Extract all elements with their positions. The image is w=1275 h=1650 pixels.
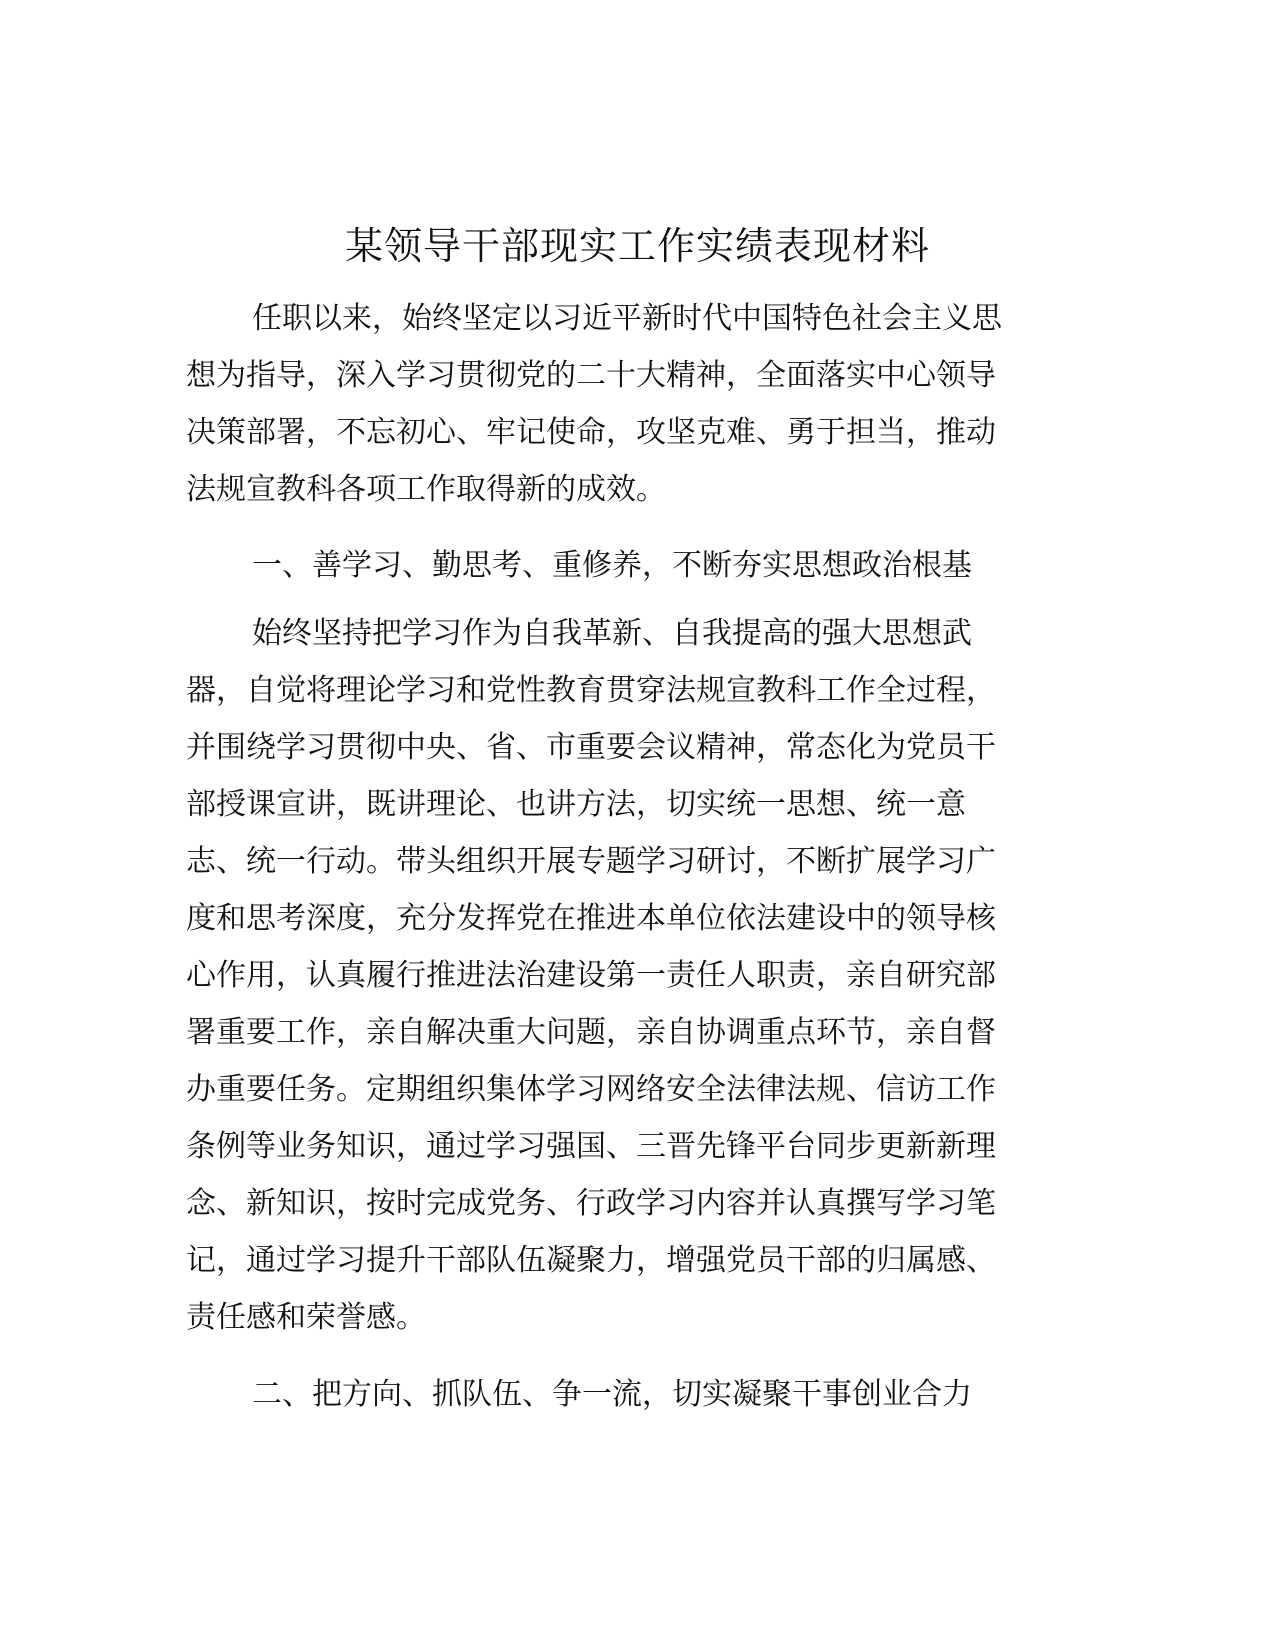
text-line: 记，通过学习提升干部队伍凝聚力，增强党员干部的归属感、 xyxy=(186,1243,996,1278)
section-heading-1 xyxy=(186,537,1086,594)
text-line: 条例等业务知识，通过学习强国、三晋先锋平台同步更新新理 xyxy=(186,1129,996,1164)
text-line: 决策部署，不忘初心、牢记使命，攻坚克难、勇于担当，推动 xyxy=(186,415,996,450)
text-line: 责任感和荣誉感。 xyxy=(186,1300,426,1335)
document-title: 某领导干部现实工作实绩表现材料 xyxy=(344,224,930,268)
section-1-paragraph xyxy=(186,605,1086,1346)
intro-paragraph xyxy=(186,290,1086,518)
text-line: 部授课宣讲，既讲理论、也讲方法，切实统一思想、统一意 xyxy=(186,787,966,822)
section-heading-text: 一、善学习、勤思考、重修养，不断夯实思想政治根基 xyxy=(252,548,972,583)
text-line: 并围绕学习贯彻中央、省、市重要会议精神，常态化为党员干 xyxy=(186,730,996,765)
text-line: 办重要任务。定期组织集体学习网络安全法律法规、信访工作 xyxy=(186,1072,996,1107)
text-line: 志、统一行动。带头组织开展专题学习研讨，不断扩展学习广 xyxy=(186,844,996,879)
text-line: 念、新知识，按时完成党务、行政学习内容并认真撰写学习笔 xyxy=(186,1186,996,1221)
section-heading-text: 二、把方向、抓队伍、争一流，切实凝聚干事创业合力 xyxy=(252,1377,972,1412)
text-line: 法规宣教科各项工作取得新的成效。 xyxy=(186,472,666,507)
text-line: 器，自觉将理论学习和党性教育贯穿法规宣教科工作全过程， xyxy=(186,673,996,708)
text-line: 署重要工作，亲自解决重大问题，亲自协调重点环节，亲自督 xyxy=(186,1015,996,1050)
text-line: 任职以来，始终坚定以习近平新时代中国特色社会主义思 xyxy=(252,301,1002,336)
text-line: 想为指导，深入学习贯彻党的二十大精神，全面落实中心领导 xyxy=(186,358,996,393)
text-line: 始终坚持把学习作为自我革新、自我提高的强大思想武 xyxy=(252,616,972,651)
text-line: 度和思考深度，充分发挥党在推进本单位依法建设中的领导核 xyxy=(186,901,996,936)
section-heading-2 xyxy=(186,1366,1086,1423)
text-line: 心作用，认真履行推进法治建设第一责任人职责，亲自研究部 xyxy=(186,958,996,993)
